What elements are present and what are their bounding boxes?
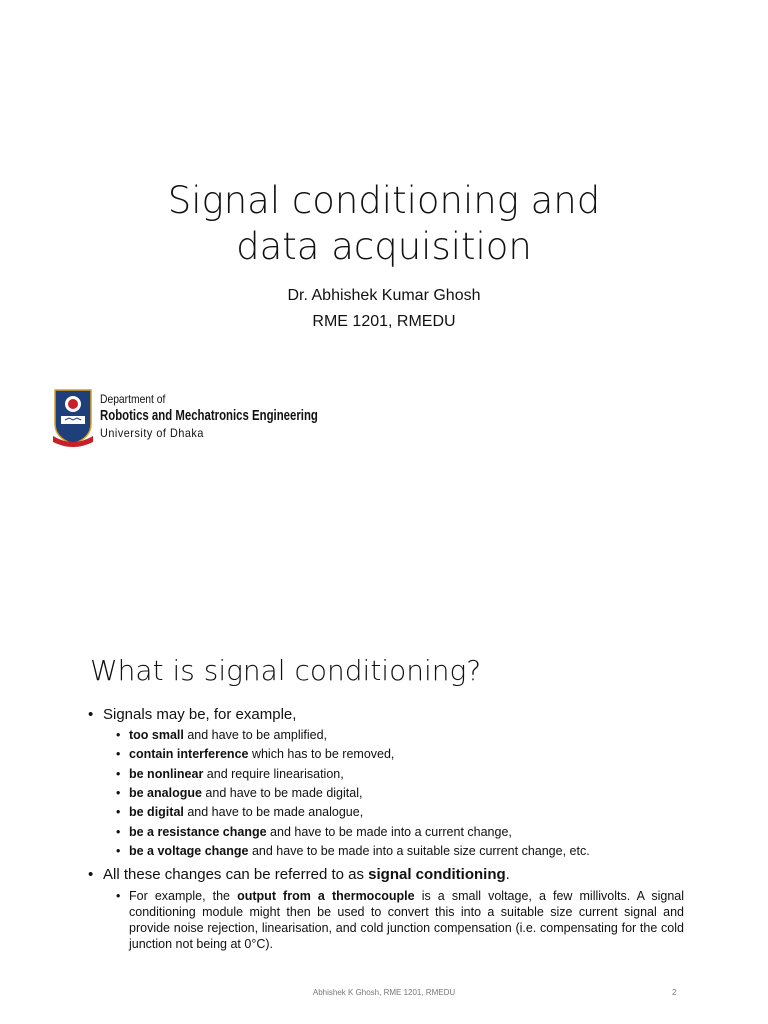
title-line-1: Signal conditioning and bbox=[167, 179, 601, 222]
sub-bullet bbox=[116, 727, 327, 743]
bullet-marker: • bbox=[88, 866, 94, 883]
sub-bullet-bold: be a voltage change bbox=[129, 844, 249, 858]
bullet-marker: • bbox=[116, 805, 121, 819]
course-code: RME 1201, RMEDU bbox=[312, 313, 456, 330]
bullet-end: . bbox=[505, 866, 510, 883]
sub-bullet-bold: be digital bbox=[129, 805, 184, 819]
slide-title bbox=[0, 178, 768, 270]
page-number: 2 bbox=[672, 988, 677, 997]
sub-bullet bbox=[116, 766, 344, 782]
title-line-2: data acquisition bbox=[236, 225, 532, 268]
bullet-text: Signals may be, for example, bbox=[103, 706, 297, 723]
sub-bullet bbox=[116, 785, 362, 801]
example-rest: is a small voltage, a few millivolts. A signal conditioning module might then be used to convert this into a suitable size current signal and provide noise rejection, linearisation, and cold junction compensation (i.e. compensating for the cold junction not being at 0°C). bbox=[129, 889, 685, 951]
bullet-bold: signal conditioning bbox=[368, 866, 506, 883]
bullet-marker: • bbox=[88, 706, 94, 723]
bullet-marker: • bbox=[116, 844, 121, 858]
sub-bullet bbox=[116, 824, 512, 840]
logo-university-name: University of Dhaka bbox=[100, 426, 204, 440]
example-text bbox=[129, 888, 684, 952]
bullet-signals bbox=[88, 705, 296, 725]
example-lead: For example, the bbox=[129, 889, 238, 903]
bullet-marker: • bbox=[116, 786, 121, 800]
example-paragraph bbox=[116, 888, 684, 952]
slide-heading: What is signal conditioning? bbox=[90, 654, 482, 687]
sub-bullet-text: and have to be amplified, bbox=[183, 728, 328, 742]
bullet-marker: • bbox=[116, 747, 121, 761]
bullet-marker: • bbox=[116, 825, 121, 839]
sub-bullet-text: and have to be made into a current change, bbox=[266, 825, 512, 839]
sub-bullet bbox=[116, 746, 394, 762]
slide-footer: Abhishek K Ghosh, RME 1201, RMEDU bbox=[312, 988, 456, 997]
slide-subtitle bbox=[0, 283, 768, 335]
sub-bullet bbox=[116, 804, 363, 820]
bullet-text: All these changes can be referred to as bbox=[103, 866, 369, 883]
sub-bullet-bold: be nonlinear bbox=[129, 767, 204, 781]
example-bold: output from a thermocouple bbox=[237, 889, 415, 903]
university-seal-icon bbox=[52, 388, 94, 448]
content-slide bbox=[0, 512, 768, 1024]
bullet-marker: • bbox=[116, 767, 121, 781]
sub-bullet-bold: be a resistance change bbox=[129, 825, 267, 839]
bullet-marker: • bbox=[116, 889, 121, 903]
sub-bullet-bold: be analogue bbox=[129, 786, 202, 800]
author-name: Dr. Abhishek Kumar Ghosh bbox=[287, 287, 481, 304]
sub-bullet-text: and require linearisation, bbox=[203, 767, 344, 781]
sub-bullet-bold: too small bbox=[129, 728, 184, 742]
sub-bullet-text: which has to be removed, bbox=[248, 747, 395, 761]
bullet-changes bbox=[88, 865, 510, 885]
sub-bullet-bold: contain interference bbox=[129, 747, 249, 761]
department-logo bbox=[52, 388, 318, 448]
sub-bullet-text: and have to be made digital, bbox=[201, 786, 363, 800]
sub-bullet-text: and have to be made into a suitable size current change, etc. bbox=[248, 844, 590, 858]
sub-bullet bbox=[116, 843, 590, 859]
sub-bullet-text: and have to be made analogue, bbox=[183, 805, 364, 819]
logo-department-name: Robotics and Mechatronics Engineering bbox=[100, 407, 318, 424]
bullet-marker: • bbox=[116, 728, 121, 742]
logo-department-prefix: Department of bbox=[100, 392, 166, 406]
